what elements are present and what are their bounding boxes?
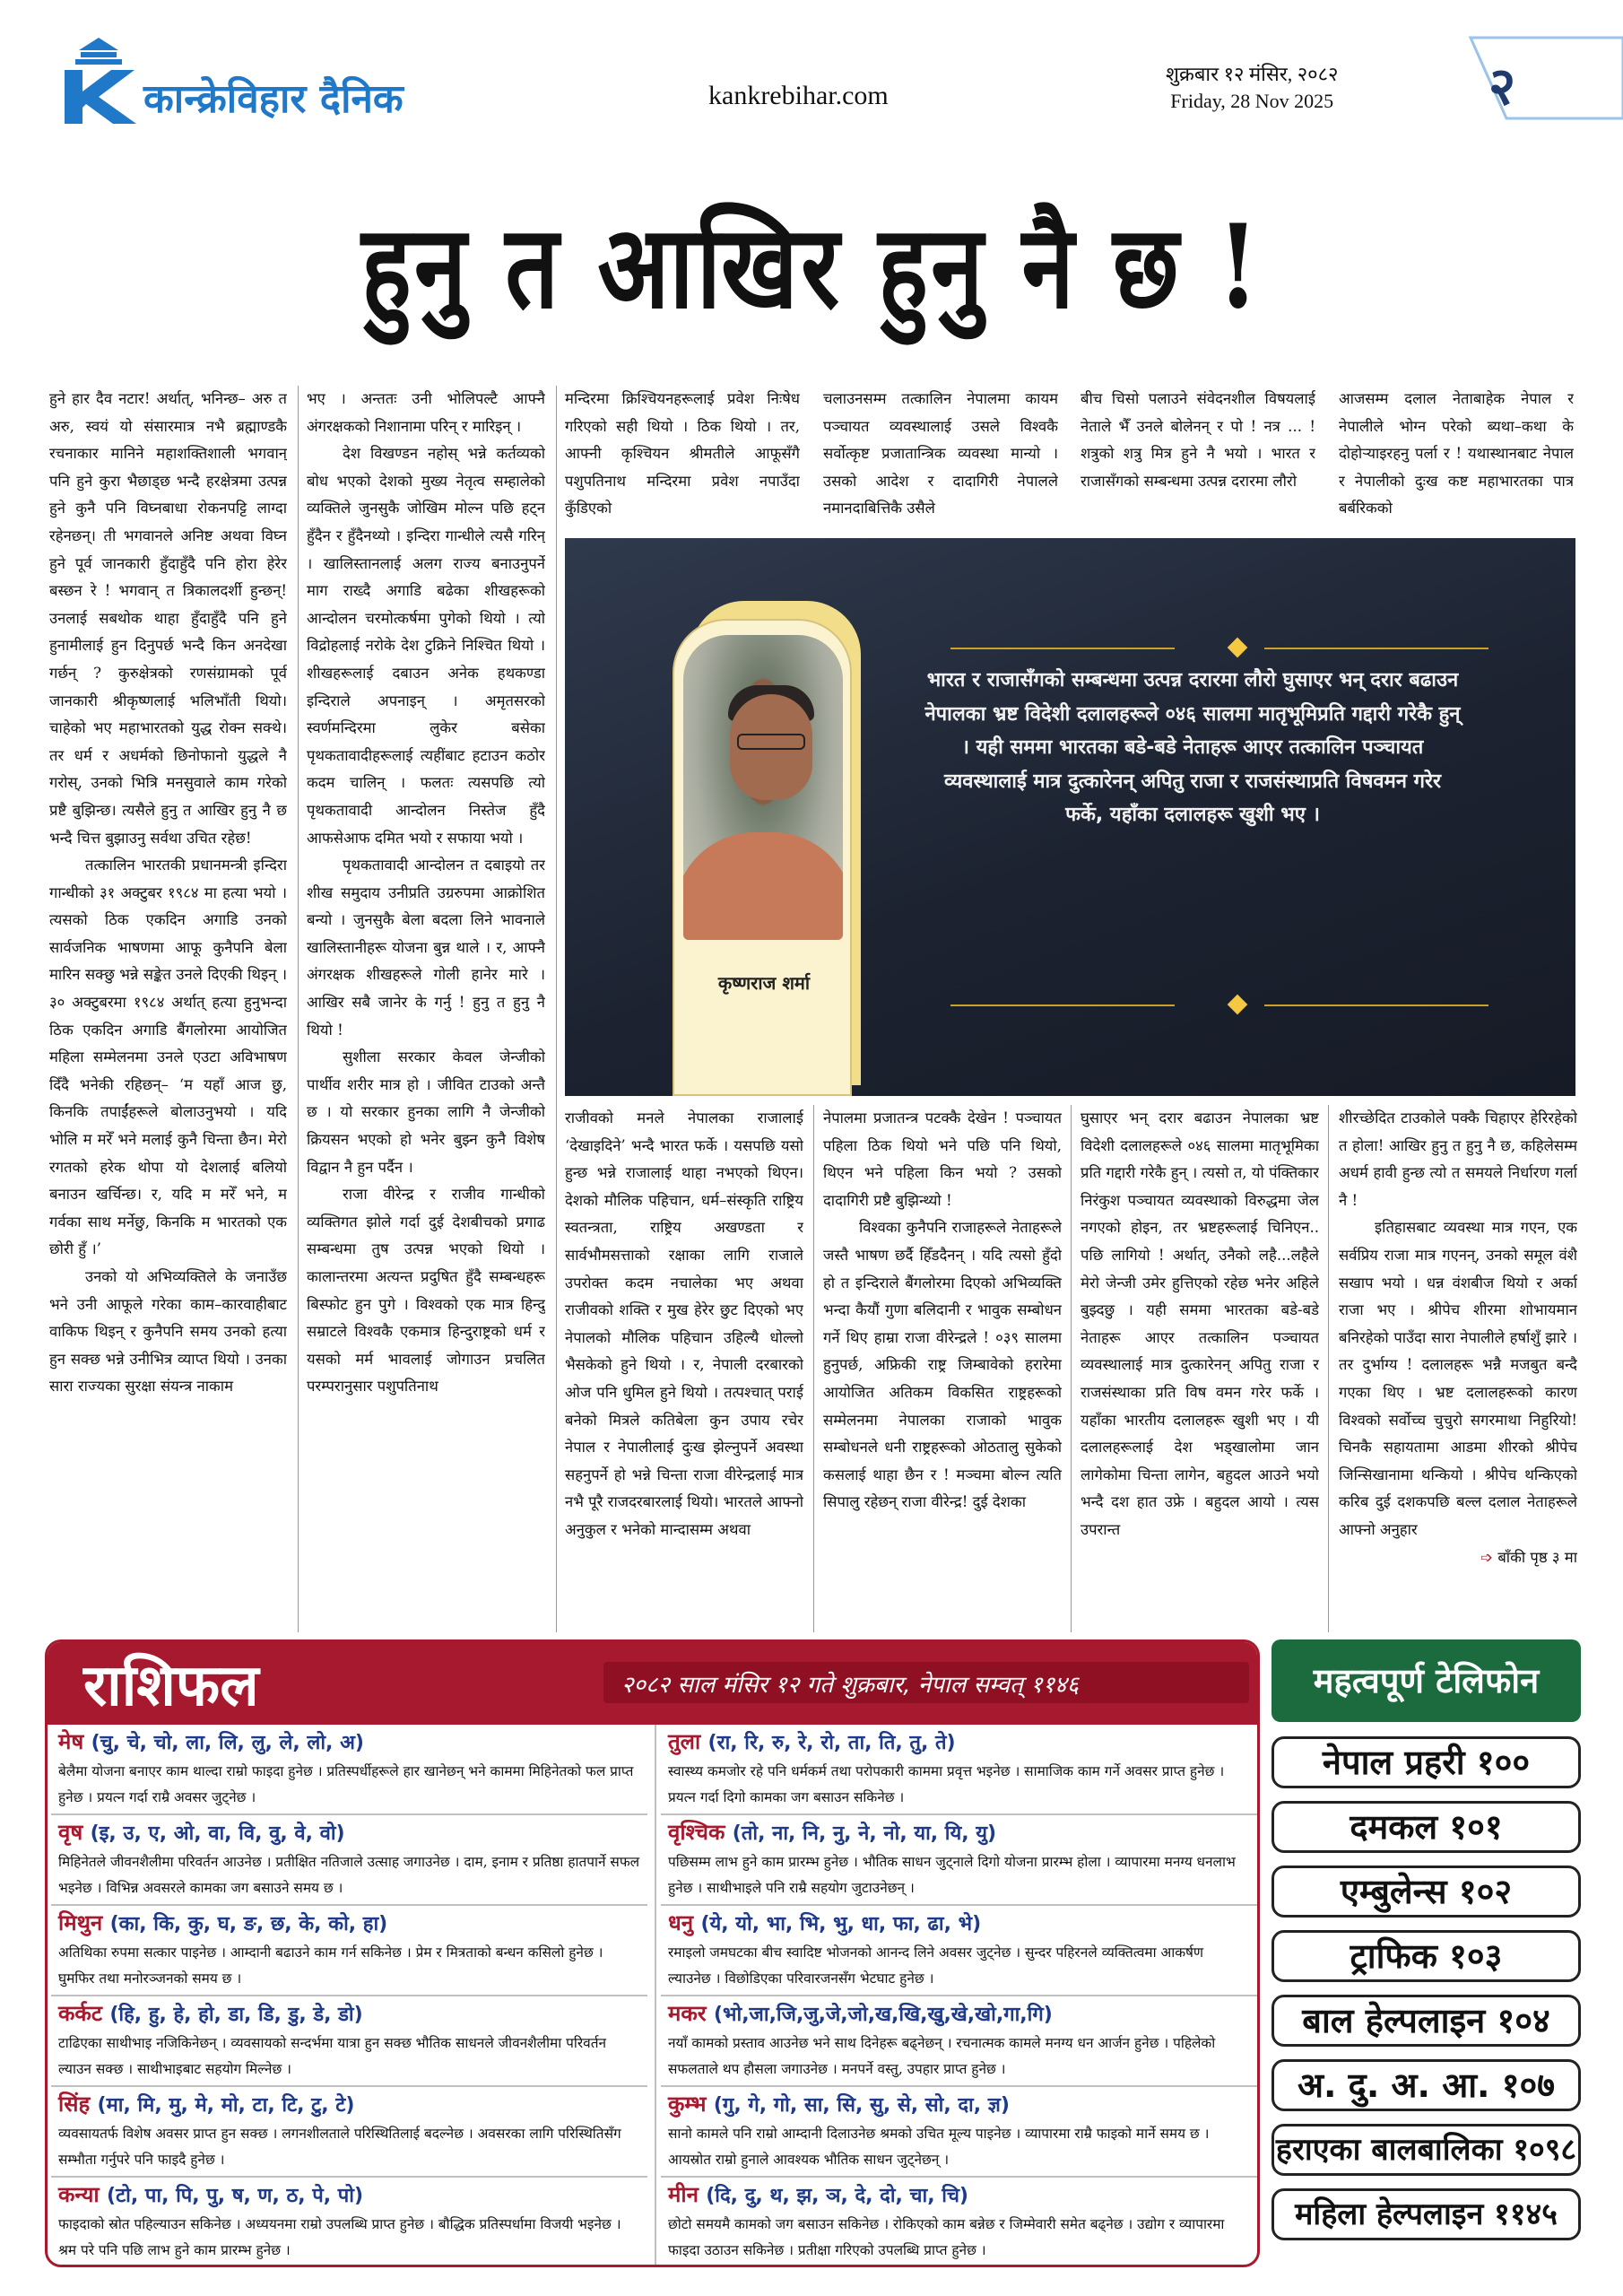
site-url[interactable]: kankrebihar.com xyxy=(708,81,889,110)
rashifal-subtitle: २०८२ साल मंसिर १२ गते शुक्रबार, नेपाल सम्वत् ११४६ xyxy=(621,1672,1080,1699)
rashi-text: मिहिनेतले जीवनशैलीमा परिवर्तन आउनेछ । प्रतीक्षित नतिजाले उत्साह जगाउनेछ । दाम, इनाम र प्रतिष्ठा हातपार्ने सफल भइनेछ । विभिन्न अवसरले कामका जग बसाउने समय छ । xyxy=(58,1854,640,1896)
rashi-name: मेष xyxy=(58,1729,84,1754)
rashi-item xyxy=(661,2178,1257,2267)
rashi-item xyxy=(661,1996,1257,2087)
rashi-text: अतिथिका रुपमा सत्कार पाइनेछ । आम्दानी बढाउने काम गर्न सकिनेछ । प्रेम र मित्रताको बन्धन कसिलो हुनेछ । घुमफिर तथा मनोरञ्जनको समय छ । xyxy=(58,1944,603,1987)
column-divider xyxy=(556,386,557,1632)
rashi-text: फाइदाको स्रोत पहिल्याउन सकिनेछ । अध्ययनमा राम्रो उपलब्धि प्राप्त हुनेछ । बौद्धिक प्रतिस्पर्धामा विजयी भइनेछ । श्रम परे पनि पछि लाभ हुने काम प्रारम्भ हुनेछ । xyxy=(58,2216,621,2258)
rashi-name: कन्या xyxy=(58,2182,100,2207)
column-divider xyxy=(1328,1105,1329,1632)
masthead xyxy=(0,0,1623,144)
rashi-item xyxy=(51,1906,647,1996)
rashi-letters: (दि, दु, थ, झ, ञ, दे, दो, चा, चि) xyxy=(706,2185,968,2207)
article-column-2 xyxy=(307,386,545,1632)
rashi-item xyxy=(661,1815,1257,1906)
rashifal-divider xyxy=(655,1725,656,2267)
rashi-item xyxy=(51,2178,647,2267)
article-column-4-top xyxy=(823,386,1058,529)
phone-entry[interactable]: दमकल १०१ xyxy=(1271,1801,1581,1853)
column-divider xyxy=(813,1105,814,1632)
rashi-name: सिंह xyxy=(58,2092,91,2117)
rashi-letters: (चु, चे, चो, ला, लि, लु, ले, लो, अ) xyxy=(91,1732,364,1754)
phone-entry[interactable]: बाल हेल्पलाइन १०४ xyxy=(1271,1995,1581,2047)
rashi-letters: (ये, यो, भा, भि, भु, धा, फा, ढा, भे) xyxy=(700,1913,982,1935)
date-block xyxy=(1166,61,1338,115)
rashi-name: कर्कट xyxy=(58,2001,102,2026)
rashi-name: धनु xyxy=(668,1910,694,1935)
rashi-letters: (भो,जा,जि,जु,जे,जो,ख,खि,खु,खे,खो,गा,गि) xyxy=(713,2004,1053,2026)
article-paragraph: विश्वका कुनैपनि राजाहरूले नेताहरूले जस्तै भाषण छर्दै हिँडदैनन् । यदि त्यसो हुँदो हो त इन्दिराले बैंगलोरमा दिएको अभिव्यक्ति भन्दा कैयौं गुणा बलिदानी र भावुक सम्बोधन गर्ने थिए हाम्रा राजा वीरेन्द्रले ! ०३९ सालमा हुनुपर्छ, अफ्रिकी राष्ट्र जिम्बावेको हरारेमा आयोजित अतिकम विकसित राष्ट्रहरूको सम्मेलनमा नेपालका राजाको भावुक सम्बोधनले धनी राष्ट्रहरूको ओठतालु सुकेको कसलाई थाहा छैन र ! मञ्चमा बोल्न त्यति सिपालु रहेछन् राजा वीरेन्द्र! दुई देशका xyxy=(823,1219,1062,1511)
phone-entry[interactable]: ट्राफिक १०३ xyxy=(1271,1930,1581,1982)
article-paragraph: भए । अन्ततः उनी भोलिपल्टै आफ्नै अंगरक्षकको निशानामा परिन् र मारिइन् । xyxy=(307,390,545,435)
rashi-item xyxy=(51,1725,647,1815)
rashi-text: बेलैमा योजना बनाएर काम थाल्दा राम्रो फाइदा हुनेछ । प्रतिस्पर्धीहरूले हार खानेछन् भने काममा मिहिनेतको फल प्राप्त हुनेछ । प्रयत्न गर्दा राम्रै अवसर जुट्नेछ । xyxy=(58,1763,634,1805)
rashifal-box xyxy=(45,1639,1260,2267)
quote-divider xyxy=(950,1004,1175,1006)
rashi-text: पछिसम्म लाभ हुने काम प्रारम्भ हुनेछ । भौतिक साधन जुट्नाले दिगो योजना प्रारम्भ होला । व्यापारमा मनग्य धनलाभ हुनेछ । साथीभाइले पनि राम्रै सहयोग जुटाउनेछन् । xyxy=(668,1854,1236,1896)
rashifal-left-column xyxy=(51,1725,647,2267)
phone-entry[interactable]: महिला हेल्पलाइन ११४५ xyxy=(1271,2188,1581,2240)
rashi-name: वृश्चिक xyxy=(668,1820,725,1845)
rashifal-right-column xyxy=(661,1725,1257,2267)
rashi-name: मकर xyxy=(668,2001,707,2026)
rashi-item xyxy=(661,1725,1257,1815)
article-paragraph: तत्कालिन भारतकी प्रधानमन्त्री इन्दिरा गान्धीको ३१ अक्टुबर १९८४ मा हत्या भयो । त्यसको ठिक एकदिन अगाडि उनको सार्वजनिक भाषणमा आफू कुनैपनि बेला मारिन सक्छु भन्ने सङ्केत उनले दिएकी थिइन् । ३० अक्टुबरमा १९८४ अर्थात् हत्या हुनुभन्दा ठिक एकदिन अगाडि बैंगलोरमा आयोजित महिला सम्मेलनमा उनले एउटा अविभाषण दिँदै भनेकी रहिछन्– ‘म यहाँ आज छु, किनकि तपाईंहरूले बोलाउनुभयो । यदि भोलि म मरेँ भने मलाई कुनै चिन्ता छैन। मेरो रगतको हरेक थोपा यो देशलाई बलियो बनाउन खर्चिन्छ। र, यदि म मरेँ भने, म गर्वका साथ मर्नेछु, किनकि म भारतको एक छोरी हुँ ।’ xyxy=(49,857,287,1258)
feature-image xyxy=(565,538,1575,1096)
article-column-5-top xyxy=(1081,386,1315,529)
rashi-item xyxy=(51,2087,647,2178)
rashi-name: तुला xyxy=(668,1729,701,1754)
diamond-icon xyxy=(1228,638,1248,658)
article-column-4-bottom xyxy=(823,1105,1062,1632)
newspaper-logo-icon xyxy=(56,34,141,124)
rashi-name: वृष xyxy=(58,1820,83,1845)
rashi-item xyxy=(661,2087,1257,2178)
article-paragraph: राजीवको मनले नेपालका राजालाई ‘देखाइदिने’ भन्दै भारत फर्के । यसपछि यसो हुन्छ भन्ने राजालाई थाहा नभएको थिएन। देशको मौलिक पहिचान, धर्म–संस्कृति राष्ट्रिय स्वतन्त्रता, राष्ट्रिय अखण्डता र सार्वभौमसत्ताको रक्षाका लागि राजाले उपरोक्त कदम नचालेका भए अथवा राजीवको शक्ति र मुख हेरेर छुट दिएको भए नेपालको मौलिक पहिचान उहिल्यै धोल्लो भैसकेको हुने थियो । र, नेपाली दरबारको ओज पनि धुमिल हुने थियो । तत्पश्चात् पराई बनेको मित्रले कतिबेला कुन उपाय रचेर नेपाल र नेपालीलाई दुःख झेल्नुपर्ने अवस्था सहनुपर्ने हो भन्ने चिन्ता राजा वीरेन्द्रलाई मात्र नभै पूरै राजदरबारलाई थियो। भारतले आफ्नो अनुकुल र भनेको मान्दासम्म अथवा xyxy=(565,1109,803,1538)
phone-entry[interactable]: एम्बुलेन्स १०२ xyxy=(1271,1866,1581,1918)
continued-note[interactable] xyxy=(1339,1544,1577,1572)
rashi-letters: (का, कि, कु, घ, ङ, छ, के, को, हा) xyxy=(109,1913,388,1935)
quote-divider xyxy=(1264,1004,1488,1006)
article-paragraph: हुने हार दैव नटार! अर्थात्, भनिन्छ– अरु त अरु, स्वयं यो संसारमात्र नभै ब्रह्माण्डकै रचनाकार मानिने महाशक्तिशाली भगवान् पनि हुने कुरा भैछाड्छ भन्दै हरक्षेत्रमा उत्पन्न हुने कुनै पनि विघ्नबाधा रोकनपट्टि लाग्दा रहेनछन्। ती भगवानले अनिष्ट अथवा विघ्न हुने पूर्व जानकारी हुँदाहुँदै पनि होरा हेरेर बस्छन रे ! भगवान् त त्रिकालदर्शी हुन्छन्! उनलाई सबथोक थाहा हुँदाहुँदै पनि हुने हुनामीलाई हुन दिनुपर्छ भन्दै किन अनदेखा गर्छन् ? कुरुक्षेत्रको रणसंग्रामको पूर्व जानकारी श्रीकृष्णलाई भलिभाँती थियो। चाहेको भए महाभारतको युद्ध रोक्न सक्थे। तर धर्म र अधर्मको छिनोफानो युद्धले नै गरोस्, उनको भित्रि मनसुवाले काम गरेको प्रष्टै बुझिन्छ। त्यसैले हुनु त आखिर हुनु नै छ भन्दै चित्त बुझाउनु सर्वथा उचित रहेछ! xyxy=(49,390,287,847)
phone-entry[interactable]: नेपाल प्रहरी १०० xyxy=(1271,1736,1581,1788)
article-column-6-bottom xyxy=(1339,1105,1577,1632)
rashi-name: मीन xyxy=(668,2182,699,2207)
article-paragraph: इतिहासबाट व्यवस्था मात्र गएन, एक सर्वप्रिय राजा मात्र गएनन्, उनको समूल वंशै सखाप भयो । धन्न वंशबीज थियो र अर्का राजा भए । श्रीपेच शीरमा शोभायमान बनिरहेको पाउँदा सारा नेपालीले हर्षाशुँ झारे । तर दुर्भाग्य ! दलालहरू भन्नै मजबुत बन्दै गएका थिए । भ्रष्ट दलालहरूको कारण विश्वको सर्वोच्च चुचुरो सगरमाथा निहुरियो! चिनकै सहायतामा आडमा शीरको श्रीपेच जिन्सिखानामा थन्कियो । श्रीपेच थन्किएको करिब दुई दशकपछि बल्ल दलाल नेताहरूले आफ्नो अनुहार xyxy=(1339,1219,1577,1538)
continued-label: बाँकी पृष्ठ ३ मा xyxy=(1497,1548,1577,1566)
important-phones xyxy=(1271,1639,1581,2267)
rashi-text: छोटो समयमै कामको जग बसाउन सकिनेछ । रोकिएको काम बन्नेछ र जिम्मेवारी समेत बढ्नेछ । उद्योग र व्यापारमा फाइदा उठाउन सकिनेछ । प्रतीक्षा गरिएको उपलब्धि प्राप्त हुनेछ । xyxy=(668,2216,1225,2258)
newspaper-name: कान्क्रेविहार दैनिक xyxy=(143,76,404,122)
author-portrait xyxy=(683,635,843,940)
article-column-3-top xyxy=(565,386,800,529)
article-paragraph: नेपालमा प्रजातन्त्र पटक्कै देखेन ! पञ्चायत पहिला ठिक थियो भने पछि पनि थियो, थिएन भने पहिला किन भयो ? उसको दादागिरी प्रष्टै बुझिन्थ्यो ! xyxy=(823,1109,1062,1209)
rashi-letters: (हि, हु, हे, हो, डा, डि, डु, डे, डो) xyxy=(109,2004,363,2026)
article-column-6-top xyxy=(1339,386,1574,529)
article-headline: हुनु त आखिर हुनु नै छ ! xyxy=(361,200,1262,335)
rashi-letters: (रा, रि, रु, रे, रो, ता, ति, तु, ते) xyxy=(707,1732,956,1754)
rashi-text: स्वास्थ्य कमजोर रहे पनि धर्मकर्म तथा परोपकारी काममा प्रवृत्त भइनेछ । सामाजिक काम गर्ने अवसर प्राप्त हुनेछ । प्रयत्न गर्दा दिगो कामका जग बसाउन सकिनेछ । xyxy=(668,1763,1225,1805)
article-paragraph: मन्दिरमा क्रिश्चियनहरूलाई प्रवेश निःषेध गरिएको सही थियो । ठिक थियो । तर, आफ्नी कृश्चियन श्रीमतीले आफूसँगै पशुपतिनाथ मन्दिरमा प्रवेश नपाउँदा कुँडिएको xyxy=(565,390,800,517)
article-paragraph: घुसाएर भन् दरार बढाउन नेपालका भ्रष्ट विदेशी दलालहरूले ०४६ सालमा मातृभूमिका प्रति गद्दारी गरेकै हुन् । त्यसो त, यो पंक्तिकार निरंकुश पञ्चायत व्यवस्थाको विरुद्धमा जेल नगएको होइन, तर भ्रष्टहरूलाई चिनिएन.. पछि लागियो ! अर्थात्, उनैको लहै...लहैले मेरो जेन्जी उमेर हुत्तिएको रहेछ भनेर अहिले बुझ्दछु । यही सममा भारतका बडे-बडे नेताहरू आएर तत्कालिन पञ्चायत व्यवस्थालाई मात्र दुत्कारेनन् अपितु राजा र राजसंस्थाका प्रति विष वमन गरेर फर्के । यहाँका भारतीय दलालहरू खुशी भए । यी दलालहरूलाई देश भड्खालोमा जान लागेकोमा चिन्ता लागेन, बहुदल आउने भयो भन्दै दश हात उफ्रे । बहुदल आयो । त्यस उपरान्त xyxy=(1081,1109,1319,1538)
rashi-text: सानो कामले पनि राम्रो आम्दानी दिलाउनेछ श्रमको उचित मूल्य पाइनेछ । व्यापारमा राम्रै फाइको मार्ने समय छ । आयस्रोत राम्रो हुनाले आवश्यक भौतिक साधन जुट्नेछन् । xyxy=(668,2126,1210,2168)
rashi-item xyxy=(51,1996,647,2087)
article-column-5-bottom xyxy=(1081,1105,1319,1632)
article-paragraph: आजसम्म दलाल नेताबाहेक नेपाल र नेपालीले भोग्न परेको ब्यथा–कथा के दोहोऱ्याइरहनु पर्ला र ! यथास्थानबाट नेपाल र नेपालीको दुःख कष्ट महाभारतका पात्र बर्बरिकको xyxy=(1339,390,1574,517)
article-paragraph: देश विखण्डन नहोस् भन्ने कर्तव्यको बोध भएको देशको मुख्य नेतृत्व सम्हालेको व्यक्तिले जुनसुकै जोखिम मोल्न पछि हट्न हुँदैन र हुँदैनथ्यो । इन्दिरा गान्धीले त्यसै गरिन् । खालिस्तानलाई अलग राज्य बनाउनुपर्ने माग राख्दै अगाडि बढेका शीखहरूको आन्दोलन चरमोत्कर्षमा पुगेको थियो । त्यो विद्रोहलाई नरोके देश टुक्रिने निश्चित थियो । शीखहरूलाई दबाउन अनेक हथकण्डा इन्दिराले अपनाइन् । अमृतसरको स्वर्णमन्दिरमा लुकेर बसेका पृथकतावादीहरूलाई त्यहींबाट हटाउन कठोर कदम चालिन् । फलतः त्यसपछि त्यो पृथकतावादी आन्दोलन निस्तेज हुँदै आफसेआफ दमित भयो र सफाया भयो । xyxy=(307,445,545,847)
rashi-letters: (तो, ना, नि, नु, ने, नो, या, यि, यु) xyxy=(732,1822,997,1845)
rashi-letters: (इ, उ, ए, ओ, वा, वि, वु, वे, वो) xyxy=(90,1822,345,1845)
article-column-1 xyxy=(49,386,287,1632)
quote-divider xyxy=(1264,648,1488,649)
phones-title: महत्वपूर्ण टेलिफोन xyxy=(1271,1639,1581,1722)
rashi-text: रमाइलो जमघटका बीच स्वादिष्ट भोजनको आनन्द लिने अवसर जुट्नेछ । सुन्दर पहिरनले व्यक्तित्वमा आकर्षण ल्याउनेछ । विछोडिएका परिवारजनसँग भेटघाट हुनेछ । xyxy=(668,1944,1204,1987)
rashi-name: कुम्भ xyxy=(668,2092,707,2117)
rashifal-title: राशिफल xyxy=(83,1652,259,1719)
rashi-name: मिथुन xyxy=(58,1910,103,1935)
page-number: २ xyxy=(1488,56,1516,117)
rashifal-header xyxy=(48,1642,1257,1725)
phone-entry[interactable]: अ. दु. अ. आ. १०७ xyxy=(1271,2059,1581,2111)
date-nepali: शुक्रबार १२ मंसिर, २०८२ xyxy=(1166,63,1339,85)
page-tab-shape xyxy=(1453,36,1623,126)
phone-entry[interactable]: हराएका बालबालिका १०९८ xyxy=(1271,2124,1581,2176)
column-divider xyxy=(1071,1105,1072,1632)
rashi-text: टाढिएका साथीभाइ नजिकिनेछन् । व्यवसायको सन्दर्भमा यात्रा हुन सक्छ भौतिक साधनले जीवनशैलीमा परिवर्तन ल्याउन सक्छ । साथीभाइबाट सहयोग मिल्नेछ । xyxy=(58,2035,607,2077)
article-paragraph: पृथकतावादी आन्दोलन त दबाइयो तर शीख समुदाय उनीप्रति उग्ररुपमा आक्रोशित बन्यो । जुनसुकै बेला बदला लिने भावनाले खालिस्तानीहरू योजना बुन्न थाले । र, आफ्नै अंगरक्षक शीखहरूले गोली हानेर मारे । आखिर सबै जानेर के गर्नु ! हुनु त हुनु नै थियो ! xyxy=(307,857,545,1039)
portrait-card xyxy=(673,619,852,1096)
rashi-letters: (मा, मि, मु, मे, मो, टा, टि, टु, टे) xyxy=(97,2094,355,2117)
date-english: Friday, 28 Nov 2025 xyxy=(1170,90,1334,112)
article-paragraph: बीच चिसो पलाउने संवेदनशील विषयलाई नेताले भैँ उनले बोलेनन् र पो ! नत्र ... ! शत्रुको शत्रु मित्र हुने नै भयो । भारत र राजासँगको सम्बन्धमा उत्पन्न दरारमा लौरो xyxy=(1081,390,1315,490)
arrow-right-icon: ➩ xyxy=(1480,1548,1498,1566)
pull-quote: भारत र राजासँगको सम्बन्धमा उत्पन्न दरारमा लौरो घुसाएर भन् दरार बढाउन नेपालका भ्रष्ट विदेशी दलालहरूले ०४६ सालमा मातृभूमिप्रति गद्दारी गरेकै हुन् । यही सममा भारतका बडे-बडे नेताहरू आएर तत्कालिन पञ्चायत व्यवस्थालाई मात्र दुत्कारेनन् अपितु राजा र राजसंस्थाप्रति विषवमन गरेर फर्के, यहाँका दलालहरू खुशी भए । xyxy=(924,669,1461,826)
article-paragraph: राजा वीरेन्द्र र राजीव गान्धीको व्यक्तिगत झोले गर्दा दुई देशबीचको प्रगाढ सम्बन्धमा तुष उत्पन्न भएको थियो । कालान्तरमा अत्यन्त प्रदुषित हुँदै सम्बन्धहरू बिस्फोट हुन पुगे । विश्वको एक मात्र हिन्दु सम्राटले विश्वकै एकमात्र हिन्दुराष्ट्रको धर्म र यसको मर्म भावलाई जोगाउन प्रचलित परम्परानुसार पशुपतिनाथ xyxy=(307,1186,545,1396)
article-paragraph: चलाउनसम्म तत्कालिन नेपालमा कायम पञ्चायत व्यवस्थालाई उसले विश्वकै सर्वोत्कृष्ट प्रजातान्त्रिक व्यवस्था मान्यो । उसको आदेश र दादागिरी नेपालले नमानदाबित्तिकै उसैले xyxy=(823,390,1058,517)
rashi-text: नयाँ कामको प्रस्ताव आउनेछ भने साथ दिनेहरू बढ्नेछन् । रचनात्मक कामले मनग्य धन आर्जन हुनेछ । पहिलेको सफलताले थप हौसला जगाउनेछ । मनपर्ने वस्तु, उपहार प्राप्त हुनेछ । xyxy=(668,2035,1216,2077)
rashi-text: व्यवसायतर्फ विशेष अवसर प्राप्त हुन सक्छ । लगनशीलताले परिस्थितिलाई बदल्नेछ । अवसरका लागि परिस्थितिसँग सम्भौता गर्नुपरे पनि फाइदै हुनेछ । xyxy=(58,2126,621,2168)
article-column-3-bottom xyxy=(565,1105,803,1632)
rashi-item xyxy=(661,1906,1257,1996)
rashi-letters: (टो, पा, पि, पु, ष, ण, ठ, पे, पो) xyxy=(107,2185,364,2207)
rashi-item xyxy=(51,1815,647,1906)
article-paragraph: शीरच्छेदित टाउकोले पक्कै चिहाएर हेरिरहेको त होला! आखिर हुनु त हुनु नै छ, कहिलेसम्म अधर्म हावी हुन्छ त्यो त समयले निर्धारण गर्ला नै ! xyxy=(1339,1109,1577,1209)
column-divider xyxy=(298,386,299,1632)
article-paragraph: सुशीला सरकार केवल जेन्जीको पार्थीव शरीर मात्र हो । जीवित टाउको अन्तै छ । यो सरकार हुनका लागि नै जेन्जीको क्रियसन भएको हो भनेर बुझ्न कुनै विशेष विद्वान नै हुन पर्दैन । xyxy=(307,1048,545,1176)
diamond-icon xyxy=(1228,995,1248,1015)
quote-divider xyxy=(950,648,1175,649)
author-name: कृष्णराज शर्मा xyxy=(717,972,811,994)
article-paragraph: उनको यो अभिव्यक्तिले के जनाउँछ भने उनी आफूले गरेका काम–कारवाहीबाट वाकिफ थिइन् र कुनैपनि समय उनको हत्या हुन सक्छ भन्ने उनीभित्र व्याप्त थियो । उनका सारा राज्यका सुरक्षा संयन्त्र नाकाम xyxy=(49,1268,287,1396)
rashi-letters: (गु, गे, गो, सा, सि, सु, से, सो, दा, ज्ञ) xyxy=(713,2094,1010,2117)
